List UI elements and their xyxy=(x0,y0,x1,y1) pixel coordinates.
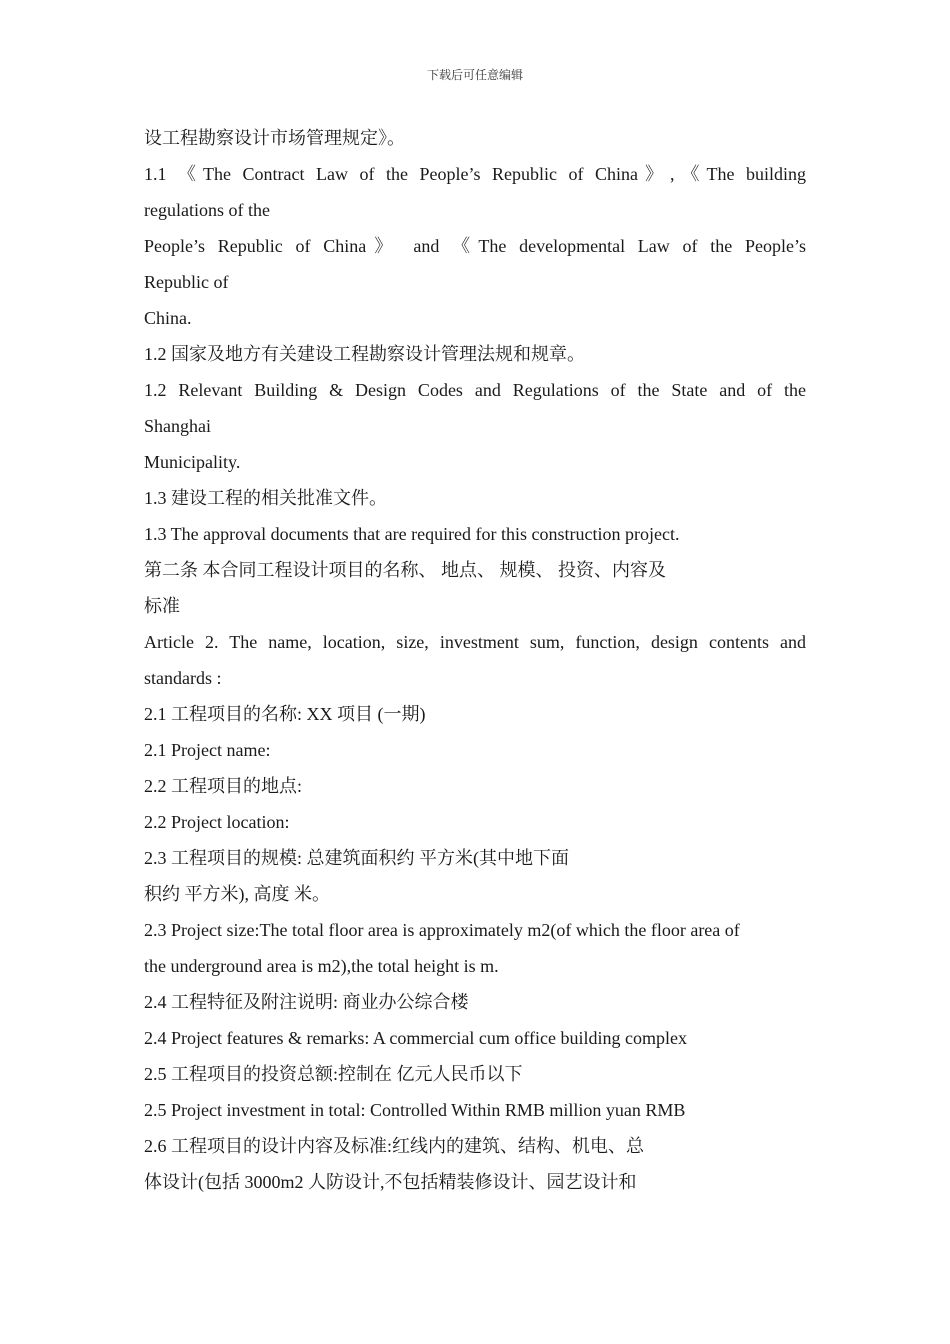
text-line: 2.5 工程项目的投资总额:控制在 亿元人民币以下 xyxy=(144,1064,523,1084)
text-line: 积约 平方米), 高度 米。 xyxy=(144,884,330,904)
text-line: 标准 xyxy=(144,596,180,616)
text-line: 1.2 国家及地方有关建设工程勘察设计管理法规和规章。 xyxy=(144,344,585,364)
text-line: 体设计(包括 3000m2 人防设计,不包括精装修设计、园艺设计和 xyxy=(144,1172,637,1192)
text-line: standards : xyxy=(144,668,222,688)
text-line: China. xyxy=(144,308,192,328)
text-line: People’s Republic of China》 and 《The developmental Law of the People’s xyxy=(144,236,806,256)
text-line: 2.6 工程项目的设计内容及标准:红线内的建筑、结构、机电、总 xyxy=(144,1136,644,1156)
text-line: the underground area is m2),the total height is m. xyxy=(144,956,499,976)
text-line: 2.1 Project name: xyxy=(144,740,271,760)
text-line: Municipality. xyxy=(144,452,241,472)
text-line: 1.3 The approval documents that are required for this construction project. xyxy=(144,524,680,544)
text-line: 第二条 本合同工程设计项目的名称、 地点、 规模、 投资、内容及 xyxy=(144,560,666,580)
text-line: 2.2 工程项目的地点: xyxy=(144,776,303,796)
text-line: 2.4 Project features & remarks: A commercial cum office building complex xyxy=(144,1028,688,1048)
text-line: 1.2 Relevant Building & Design Codes and Regulations of the State and of the xyxy=(144,380,806,400)
text-line: Article 2. The name, location, size, investment sum, function, design contents and xyxy=(144,632,806,652)
text-line: 2.5 Project investment in total: Controlled Within RMB million yuan RMB xyxy=(144,1100,686,1120)
text-line: 设工程勘察设计市场管理规定》。 xyxy=(144,128,405,148)
text-line: 2.3 工程项目的规模: 总建筑面积约 平方米(其中地下面 xyxy=(144,848,569,868)
text-line: 2.3 Project size:The total floor area is approximately m2(of which the floor area of xyxy=(144,920,740,940)
page-header: 下载后可任意编辑 xyxy=(426,68,523,82)
text-line: Republic of xyxy=(144,272,229,292)
text-line: Shanghai xyxy=(144,416,211,436)
text-line: regulations of the xyxy=(144,200,270,220)
text-line: 2.1 工程项目的名称: XX 项目 (一期) xyxy=(144,704,426,724)
text-line: 1.1 《The Contract Law of the People’s Republic of China》,《The building xyxy=(144,164,806,184)
text-line: 1.3 建设工程的相关批准文件。 xyxy=(144,488,387,508)
document-body xyxy=(144,120,806,1200)
text-line: 2.4 工程特征及附注说明: 商业办公综合楼 xyxy=(144,992,469,1012)
text-line: 2.2 Project location: xyxy=(144,812,290,832)
